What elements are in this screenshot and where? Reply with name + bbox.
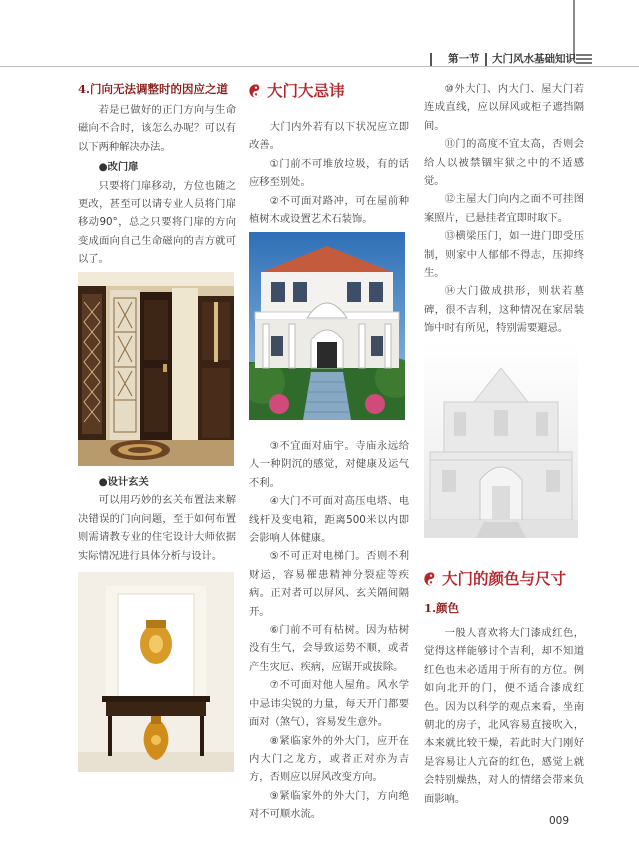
header-menu-icon [576,54,592,66]
left-column [78,81,236,269]
taboo-list-top: ①门前不可堆放垃圾，有的话应移至别处。 ②不可面对路冲，可在屋前种植树木或设置艺术石装饰。 [249,157,409,226]
left-intro: 若是已做好的正门方向与生命磁向不合时，该怎么办呢？可以有以下两种解决办法。 [78,104,236,153]
taboo-list-right: ⑩外大门、内大门、屋大门若连成直线，应以屏风或柜子遮挡隔间。 ⑪门的高度不宜太高，否则会给人以被禁锢牢狱之中的不适感觉。 ⑫主屋大门向内之面不可挂图案照片，已悬挂者宜即时取下。 ⑬横梁压门，如一进门即受压制，则家中人郁郁不得志，压抑终生。 ⑭大门做成拱形，则状若墓碑，很不吉利，这种情况在家居装饰中时有所见，特别需要避忌。 [424,83,584,335]
taboo-list-bottom: ③不宜面对庙宇。寺庙永远给人一种阴沉的感觉，对健康及运气不利。 ④大门不可面对高压电塔、电线杆及变电箱，距离500米以内即会影响人体健康。 ⑤不可正对电梯门。否则不利财运，容易罹患精神分裂症等疾病。正对者可以屏风、玄关隔间隔开。 ⑥门前不可有枯树。因为枯树没有生气，会导致运势不顺，或者产生灾厄、疾病，应锯开或拔除。 ⑦不可面对他人屋角。风水学中忌讳尖锐的力量，每天开门都要面对（煞气），容易发生意外。 ⑧紧临家外的外大门，应开在内大门之龙方，或者正对亦为吉方，否则应以屏风改变方向。 ⑨紧临家外的外大门，方向绝对不可顺水流。 [249,440,409,821]
section-title-color-size: 大门的颜色与尺寸 [424,568,584,590]
interior-doors-photo [78,272,234,466]
header-chapter-title: 大门风水基础知识 [492,53,576,65]
section-title-taboos: 大门大忌讳 [249,80,409,102]
victorian-house-photo [249,232,405,420]
middle-column [249,80,409,228]
taboos-intro: 大门内外若有以下状况应立即改善。 [249,121,409,152]
yin-yang-icon [249,84,263,98]
header-separator [430,53,432,66]
header-separator [485,53,487,66]
bullet-design-entrance-text: 可以用巧妙的玄关布置法来解决错误的门向问题，至于如何布置则需请教专业的住宅设计大师依据实际情况进行具体分析与设计。 [78,494,236,562]
header-rule [0,66,639,67]
header-vertical-bar [573,0,575,60]
faded-house-photo [424,342,578,538]
header-section: 第一节 [448,53,480,65]
yin-yang-icon [424,572,438,586]
page-number: 009 [549,815,570,827]
left-subhead: 4.门向无法调整时的因应之道 [78,82,229,96]
color-text: 一般人喜欢将大门漆成红色，觉得这样能够讨个吉利，却不知道红色也未必适用于所有的方位。例如向北开的门，便不适合漆成红色。因为以科学的观点来看，坐南朝北的房子，北风容易直接吹入，本来就比较干燥，若此时大门刚好是容易让人亢奋的红色，感觉上就会特别燥热，对人的情绪会带来负面影响。 [424,627,584,805]
right-column [424,80,584,338]
color-subhead: 1.颜色 [424,601,460,615]
bullet-change-door-text: 只要将门扉移动，方位也随之更改，甚至可以请专业人员将门扉移动90°，总之只要将门扉的方向变成面向自己生命磁向的吉方就可以了。 [78,179,236,266]
bullet-change-door: ●改门扉 [98,161,139,174]
console-table-photo [78,572,234,772]
middle-column-lower [249,437,409,824]
left-column-lower [78,473,236,565]
bullet-design-entrance: ●设计玄关 [98,476,149,488]
right-column-lower [424,568,584,808]
